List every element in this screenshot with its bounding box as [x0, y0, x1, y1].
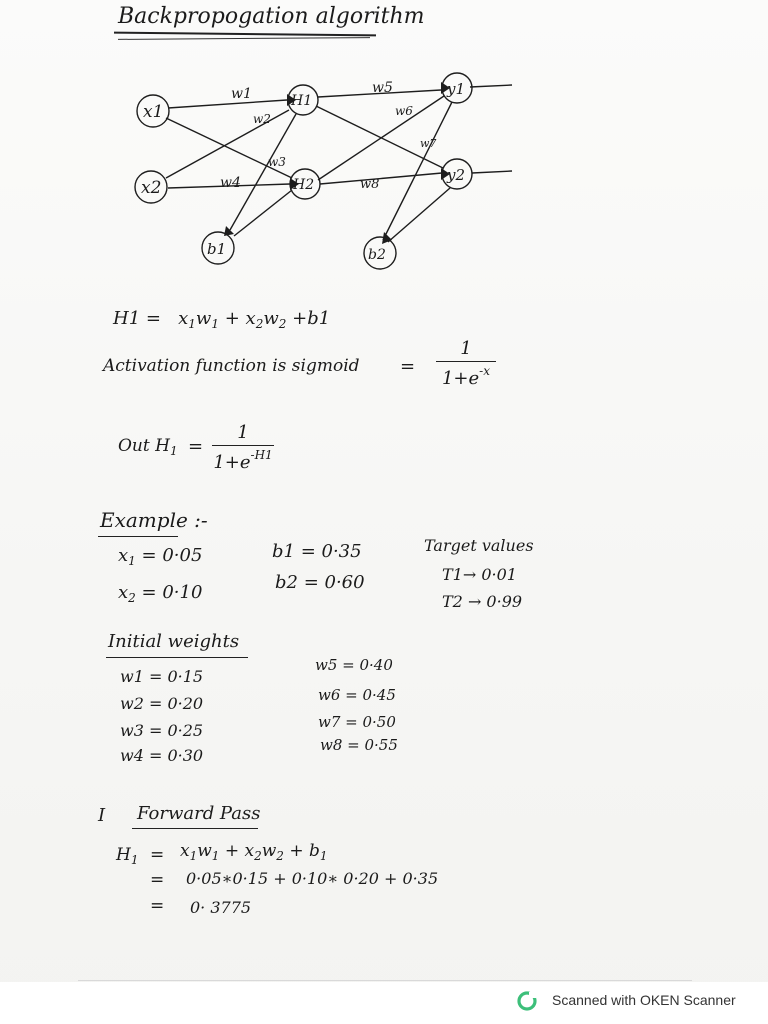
weight-label-w8: w8	[360, 177, 380, 192]
h1-eq-x2-sub: 2	[255, 317, 264, 331]
label-b1: b1	[207, 240, 227, 258]
forward-w2: w	[261, 841, 277, 861]
forward-x2: x	[244, 841, 255, 861]
sigmoid-fraction	[436, 338, 496, 389]
forward-x2-sub: 2	[254, 849, 262, 863]
out-h1-den-base: 1+e	[213, 452, 251, 473]
initial-weights-underline	[106, 657, 248, 658]
out-h1-equals: =	[188, 436, 204, 457]
forward-eq2: =	[150, 870, 165, 890]
forward-lhs	[116, 845, 138, 867]
out-h1-numerator: 1	[237, 422, 249, 443]
weight-w3: w3 = 0·25	[120, 721, 204, 740]
example-heading: Example :-	[100, 508, 208, 532]
weight-w4: w4 = 0·30	[120, 746, 204, 765]
edge-b2-y2	[388, 188, 450, 242]
example-x2	[118, 582, 202, 605]
h1-equation-lhs: H1 =	[113, 308, 161, 329]
out-h1-label	[118, 436, 178, 458]
forward-line2: 0·05∗0·15 + 0·10∗ 0·20 + 0·35	[186, 869, 439, 888]
page-edge	[78, 980, 692, 981]
example-x1	[118, 545, 202, 568]
forward-b1-sub: 1	[319, 849, 328, 863]
label-y2: y2	[447, 166, 466, 184]
scanner-watermark-text: Scanned with OKEN Scanner	[552, 992, 736, 1008]
sigmoid-denominator	[436, 364, 496, 389]
example-x1-value: = 0·05	[141, 545, 203, 566]
label-y1: y1	[447, 80, 466, 98]
weight-label-w1: w1	[231, 86, 252, 102]
h1-eq-bias: +b1	[292, 308, 331, 329]
forward-line3: 0· 3775	[190, 898, 252, 917]
example-b1: b1 = 0·35	[272, 541, 362, 562]
forward-w1-sub: 1	[211, 849, 220, 863]
weight-w6: w6 = 0·45	[318, 686, 396, 704]
weight-w5: w5 = 0·40	[315, 656, 393, 674]
h1-equation	[113, 308, 330, 331]
oken-scanner-logo-icon	[517, 991, 537, 1011]
example-b2: b2 = 0·60	[275, 572, 365, 593]
forward-lhs-h: H	[116, 845, 131, 865]
weight-label-w3: w3	[268, 155, 286, 169]
example-x2-label: x	[118, 582, 129, 603]
forward-eq3: =	[150, 896, 165, 916]
arrowhead-b2	[382, 232, 392, 244]
neural-network-diagram	[0, 60, 768, 280]
edge-x1-h2	[166, 118, 292, 178]
weight-w1: w1 = 0·15	[120, 667, 204, 686]
target-values-heading: Target values	[424, 536, 534, 555]
edge-y2-out	[472, 171, 512, 173]
weight-label-w7: w7	[420, 137, 437, 150]
out-h1-bar	[212, 445, 274, 446]
h1-eq-x2: x	[245, 308, 256, 329]
weight-label-w6: w6	[395, 104, 413, 118]
weight-w2: w2 = 0·20	[120, 694, 204, 713]
forward-line1	[180, 841, 328, 863]
out-h1-sub: 1	[169, 444, 178, 458]
example-x2-sub: 2	[128, 591, 136, 605]
edge-h2-y2	[320, 173, 442, 184]
page-title: Backpropogation algorithm	[118, 4, 425, 29]
h1-eq-x1: x	[178, 308, 189, 329]
forward-w2-sub: 2	[276, 849, 284, 863]
weight-label-w5: w5	[372, 80, 393, 96]
forward-pass-numeral: I	[98, 805, 106, 826]
h1-eq-w2: w	[263, 308, 279, 329]
target-t2: T2 → 0·99	[442, 592, 523, 611]
example-x1-sub: 1	[128, 554, 136, 568]
initial-weights-heading: Initial weights	[108, 631, 240, 652]
activation-label: Activation function is sigmoid	[103, 356, 360, 376]
edge-b1-h2	[234, 190, 292, 236]
forward-b1: b	[309, 841, 320, 861]
h1-eq-plus: +	[224, 308, 240, 329]
forward-x1-sub: 1	[189, 849, 198, 863]
out-h1-denominator	[212, 448, 274, 473]
forward-plus1: +	[224, 841, 240, 861]
example-x2-value: = 0·10	[141, 582, 203, 603]
label-b2: b2	[368, 247, 386, 263]
out-h1-fraction	[212, 422, 274, 473]
label-h2: H2	[293, 177, 315, 193]
label-h1: H1	[291, 93, 313, 109]
edge-x1-h1	[168, 100, 287, 108]
arrowhead-b1	[224, 226, 234, 236]
h1-eq-x1-sub: 1	[188, 317, 196, 331]
forward-plus2: +	[289, 841, 304, 861]
out-h1-den-exp: -H1	[250, 448, 273, 462]
h1-eq-w1: w	[195, 308, 212, 329]
forward-pass-underline	[132, 828, 258, 829]
forward-w1: w	[197, 841, 212, 861]
forward-x1: x	[180, 841, 190, 861]
weight-label-w2: w2	[253, 112, 271, 126]
example-underline	[98, 536, 178, 537]
forward-lhs-sub: 1	[130, 853, 139, 867]
forward-eq1: =	[150, 845, 165, 865]
label-x1: x1	[143, 102, 164, 122]
sigmoid-bar	[436, 361, 496, 362]
edge-y1-out	[470, 85, 512, 87]
weight-label-w4: w4	[220, 175, 241, 191]
h1-eq-w1-sub: 1	[211, 317, 219, 331]
h1-eq-w2-sub: 2	[278, 317, 287, 331]
sigmoid-den-exp: -x	[479, 364, 490, 378]
sigmoid-numerator: 1	[460, 338, 472, 359]
example-x1-label: x	[118, 545, 129, 566]
label-x2: x2	[141, 178, 162, 198]
weight-w8: w8 = 0·55	[320, 736, 398, 754]
weight-w7: w7 = 0·50	[318, 713, 396, 731]
out-h1-text: Out H	[118, 436, 170, 456]
sigmoid-den-base: 1+e	[441, 368, 480, 389]
activation-equals: =	[400, 356, 416, 377]
target-t1: T1→ 0·01	[442, 565, 517, 584]
forward-pass-heading: Forward Pass	[137, 803, 261, 824]
